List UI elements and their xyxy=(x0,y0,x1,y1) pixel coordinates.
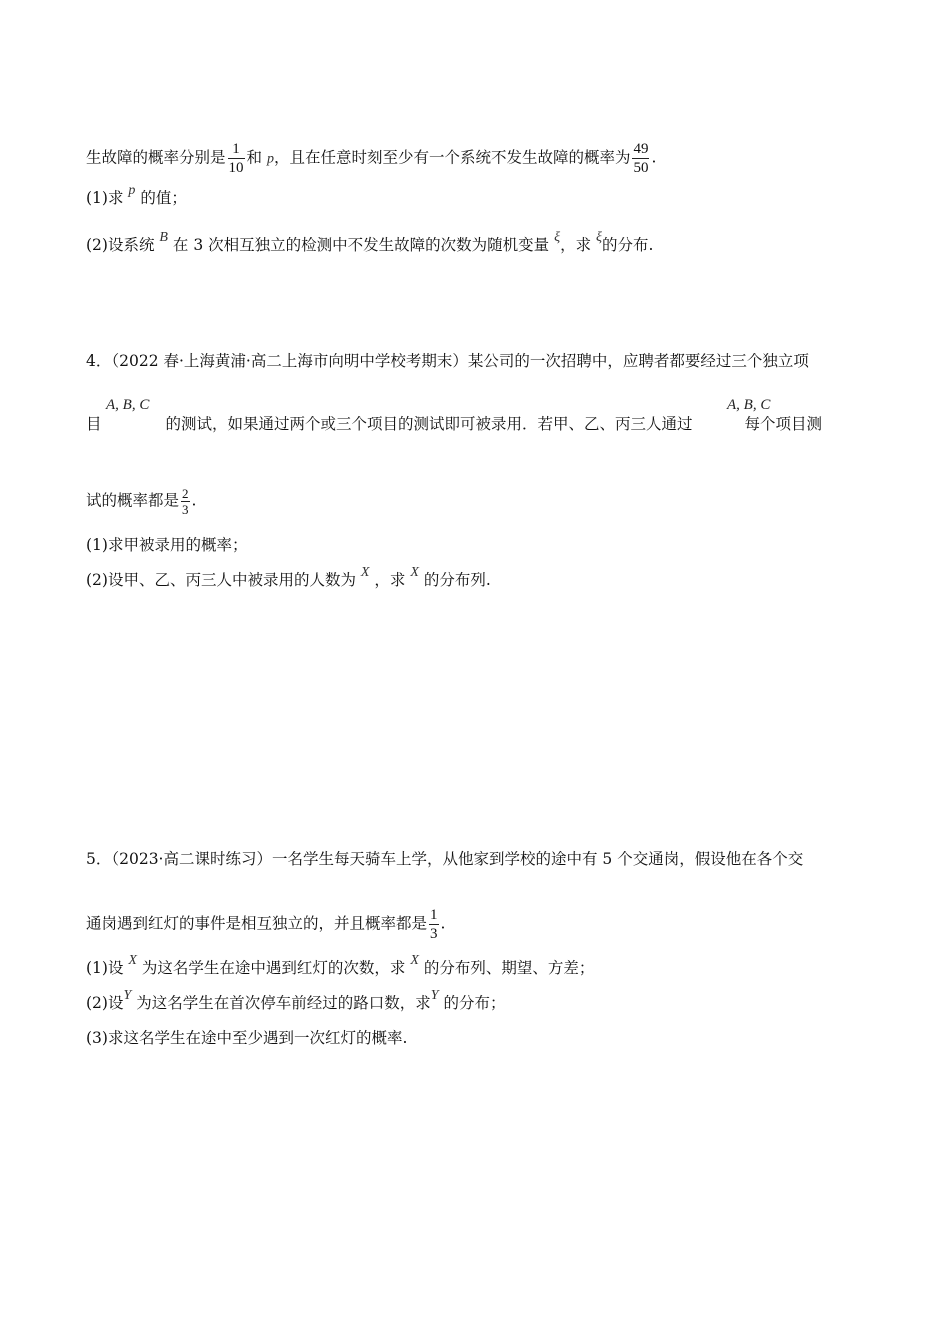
var-Y: Y xyxy=(123,988,132,1003)
var-X: X xyxy=(410,953,419,968)
text: . xyxy=(191,491,197,510)
var-X: X xyxy=(128,953,137,968)
var-X: X xyxy=(410,565,419,580)
text: 的值； xyxy=(140,189,187,207)
p5-q1 xyxy=(86,953,595,980)
text: 的分布； xyxy=(443,994,506,1012)
p5-q3: (3)求这名学生在途中至少遇到一次红灯的概率. xyxy=(86,1029,408,1047)
abc-label-2: A, B, C xyxy=(727,397,771,413)
numerator: 49 xyxy=(633,141,649,157)
var-Y: Y xyxy=(430,988,439,1003)
text: 的分布. xyxy=(602,236,654,254)
var-X: X xyxy=(360,565,370,580)
fraction-49-50 xyxy=(632,140,649,177)
var-xi: ξ xyxy=(596,230,603,245)
text: ，求 xyxy=(560,236,592,254)
text: 的分布列. xyxy=(423,571,491,589)
p4-line2 xyxy=(86,414,822,434)
p3-line1 xyxy=(86,140,656,177)
text: ，且在任意时刻至少有一个系统不发生故障的概率为 xyxy=(273,148,631,167)
numerator: 1 xyxy=(228,140,245,159)
text: 和 xyxy=(246,148,263,167)
text: 目 xyxy=(86,415,102,433)
text: 的测试，如果通过两个或三个项目的测试即可被录用．若甲、乙、丙三人通过 xyxy=(165,415,693,433)
p4-q2 xyxy=(86,565,491,592)
numerator: 2 xyxy=(182,486,189,501)
fraction-1-3 xyxy=(429,906,439,943)
text: 在 3 次相互独立的检测中不发生故障的次数为随机变量 xyxy=(172,236,550,254)
denominator: 3 xyxy=(182,502,189,517)
p4-line3 xyxy=(86,486,196,517)
denominator: 50 xyxy=(633,160,649,176)
denominator: 3 xyxy=(430,926,438,942)
text: . xyxy=(651,148,657,167)
var-B: B xyxy=(159,230,168,245)
p3-q1 xyxy=(86,183,187,210)
text: (2)设甲、乙、丙三人中被录用的人数为 xyxy=(86,571,356,589)
numerator: 1 xyxy=(430,907,438,923)
p3-q2 xyxy=(86,230,654,257)
p5-line2 xyxy=(86,906,445,943)
abc-label-1: A, B, C xyxy=(106,397,150,413)
text: (1)求 xyxy=(86,189,124,207)
text: ，求 xyxy=(374,571,406,589)
denominator: 10 xyxy=(228,160,244,176)
text: 生故障的概率分别是 xyxy=(86,148,226,167)
p4-q1: (1)求甲被录用的概率； xyxy=(86,536,248,554)
fraction-1-10 xyxy=(228,140,245,177)
text: 为这名学生在途中遇到红灯的次数，求 xyxy=(141,959,406,977)
var-p: p xyxy=(266,151,274,167)
text: 通岗遇到红灯的事件是相互独立的，并且概率都是 xyxy=(86,914,428,933)
p4-line1: 4．（2022 春·上海黄浦·高二上海市向明中学校考期末）某公司的一次招聘中，应聘者都要经过三个独立项 xyxy=(86,352,809,370)
fraction-2-3 xyxy=(181,486,190,517)
text: (2)设系统 xyxy=(86,236,155,254)
text: . xyxy=(440,914,446,933)
p5-q2 xyxy=(86,988,506,1015)
p5-line1: 5．（2023·高二课时练习）一名学生每天骑车上学，从他家到学校的途中有 5 个交通岗，假设他在各个交 xyxy=(86,850,804,868)
var-xi: ξ xyxy=(554,230,561,245)
text: 每个项目测 xyxy=(744,415,823,433)
text: 的分布列、期望、方差； xyxy=(423,959,595,977)
text: (2)设 xyxy=(86,994,124,1012)
text: 试的概率都是 xyxy=(86,491,180,510)
text: (1)设 xyxy=(86,959,124,977)
var-p: p xyxy=(128,183,136,198)
text: 为这名学生在首次停车前经过的路口数，求 xyxy=(136,994,431,1012)
